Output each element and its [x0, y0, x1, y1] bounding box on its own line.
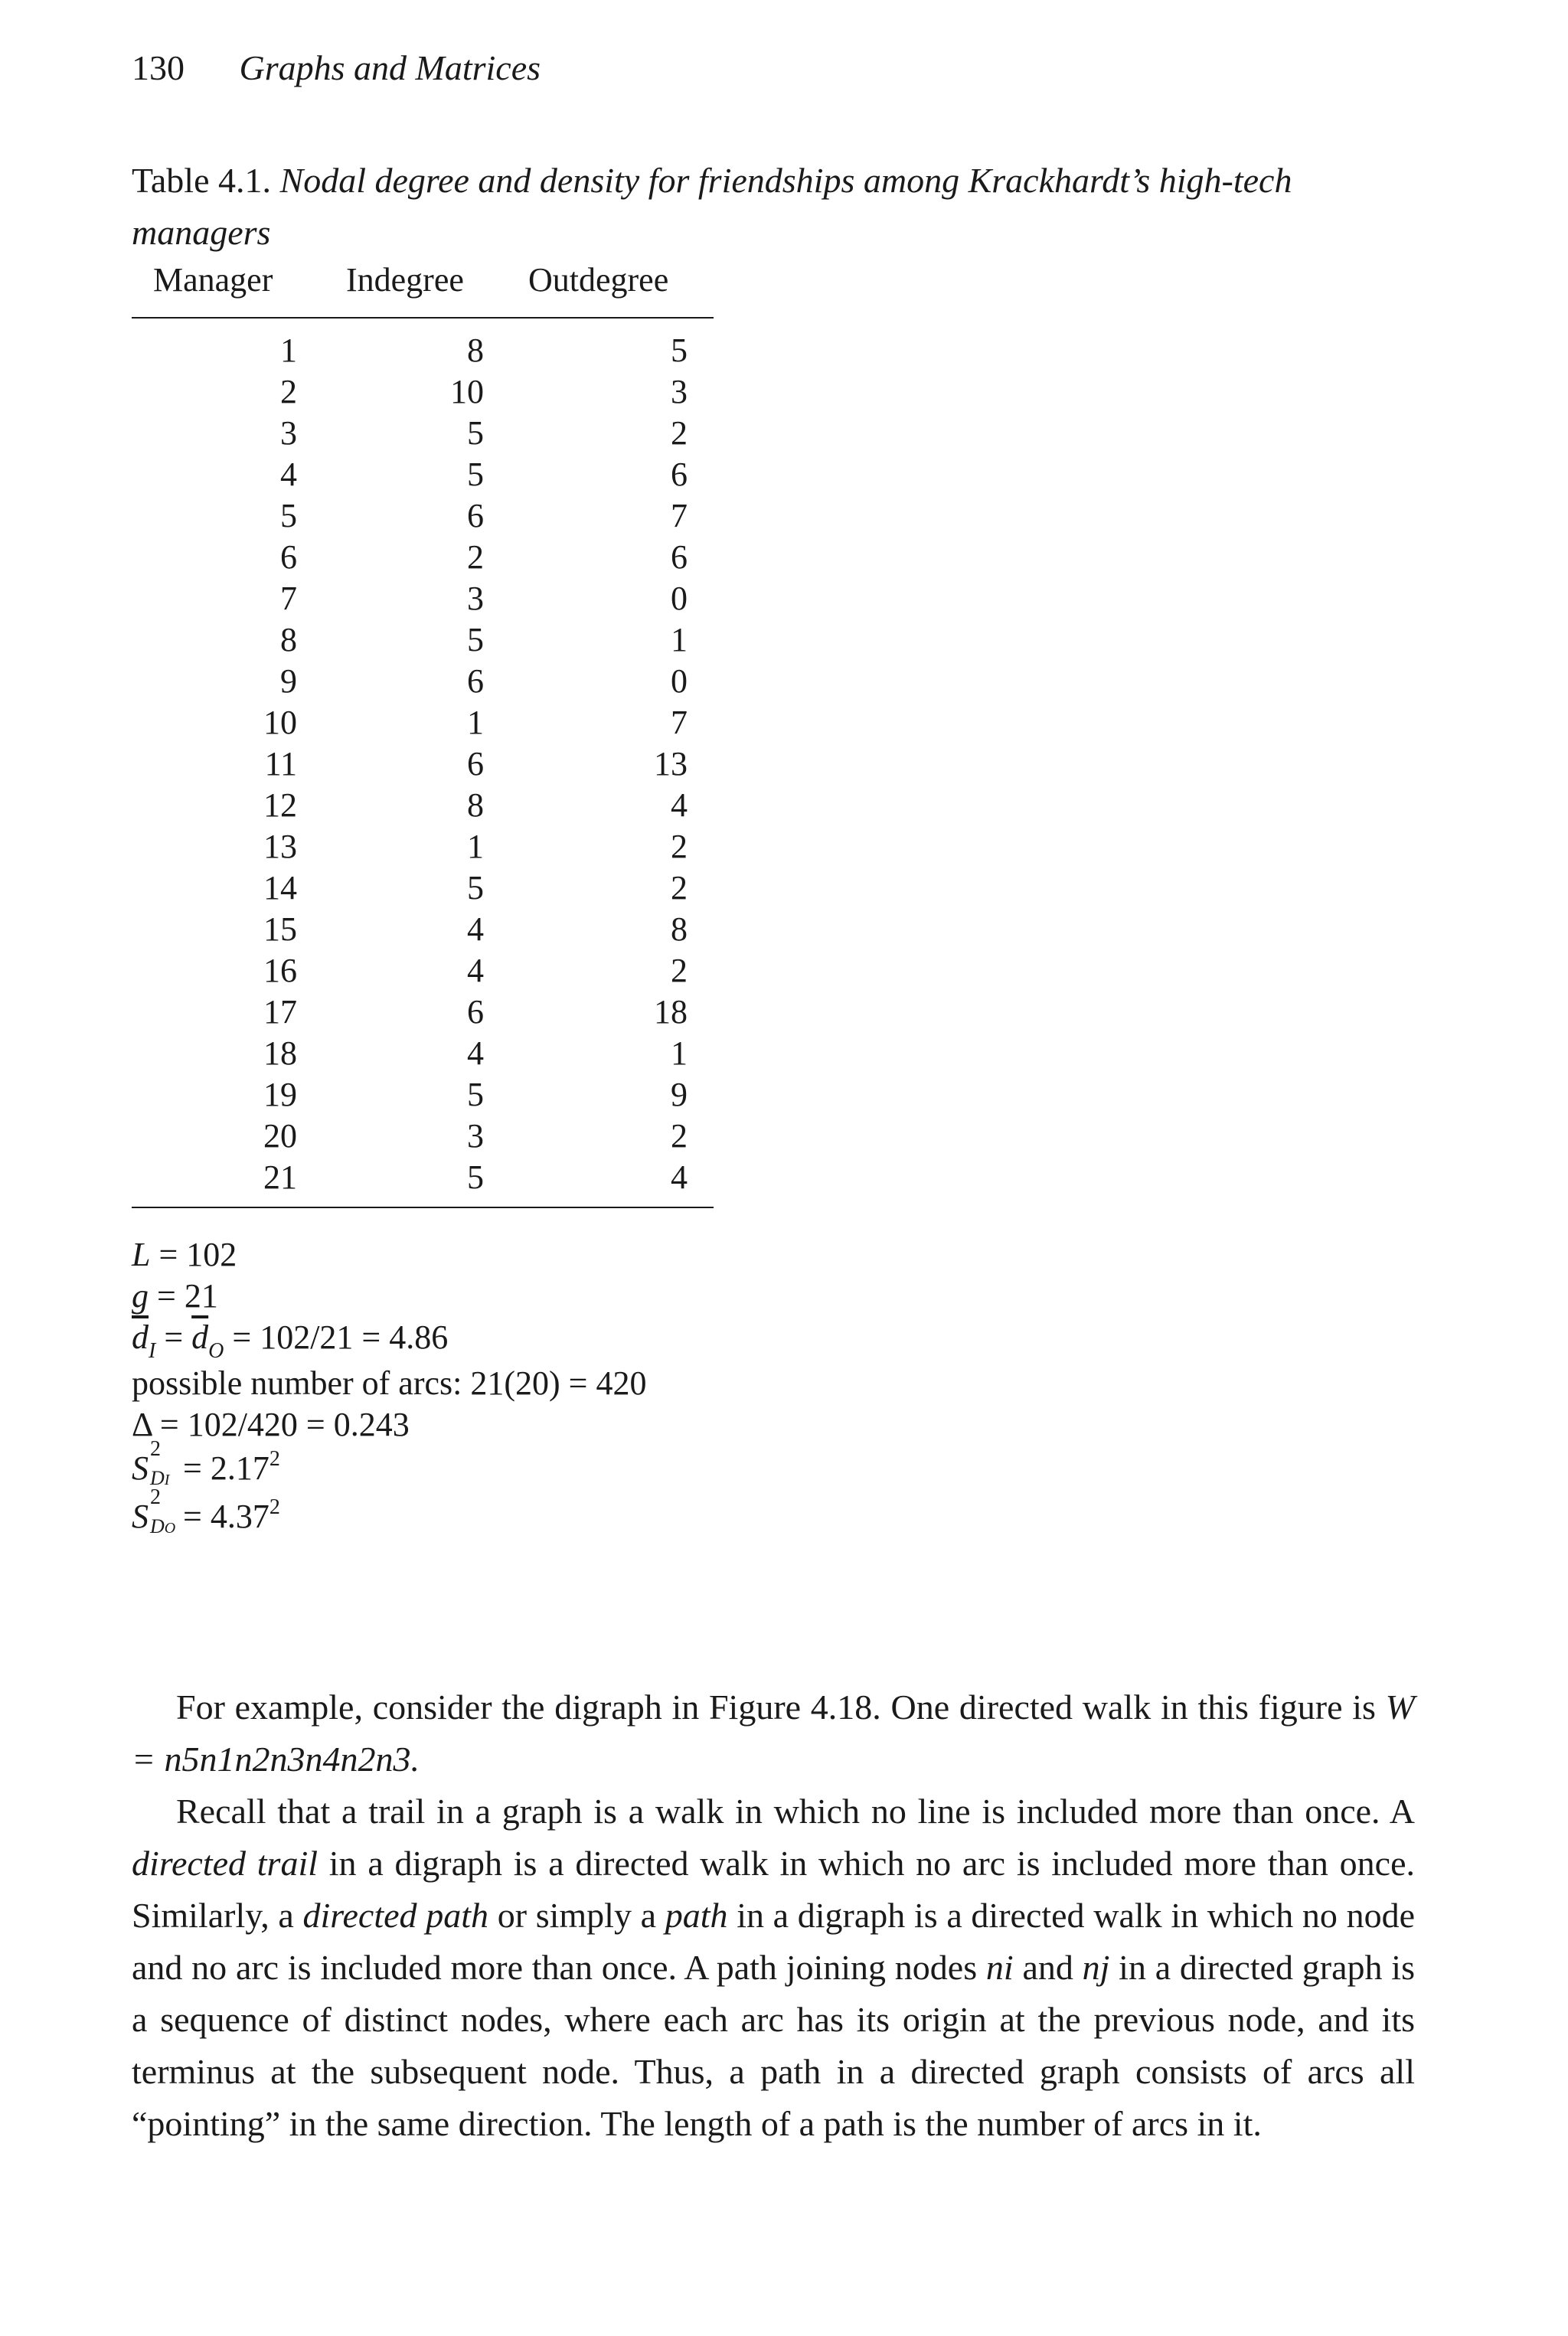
table-label: Table 4.1. [132, 161, 272, 200]
table-row [132, 1158, 714, 1199]
p2-text-a: Recall that a trail in a graph is a walk in which no line is included more than once. A [176, 1792, 1415, 1831]
term-directed-trail: directed trail [132, 1844, 318, 1883]
cell-manager: 21 [263, 1158, 297, 1196]
cell-manager: 1 [280, 332, 297, 369]
degree-table [132, 260, 714, 1196]
cell-manager: 15 [263, 910, 297, 948]
cell-outdegree: 5 [671, 332, 688, 369]
column-header-manager: Manager [153, 261, 273, 299]
p2-text-f: in a directed graph is a sequence of distinct nodes, where each arc has its origin at the previous node, and its terminus at the subsequent node. Thus, a path in a directed graph consists of arcs all “pointing” in the same direction. The length of a path is the number of arcs in it. [132, 1948, 1415, 2143]
table-row [132, 455, 714, 496]
table-row [132, 413, 714, 455]
running-header [132, 47, 541, 88]
table-row [132, 620, 714, 662]
stat-line-var-outdegree: S 2 DO = $4.37^2$ [132, 1485, 280, 1537]
table-row [132, 744, 714, 786]
cell-manager: 5 [280, 497, 297, 534]
cell-outdegree: 2 [671, 414, 688, 452]
cell-manager: 6 [280, 538, 297, 576]
cell-indegree: 6 [467, 497, 484, 534]
cell-outdegree: 9 [671, 1076, 688, 1113]
stat-line-possible-arcs: possible number of arcs: 21(20) = 420 [132, 1364, 647, 1402]
cell-manager: 20 [263, 1117, 297, 1155]
cell-indegree: 6 [467, 745, 484, 782]
cell-manager: 16 [263, 952, 297, 989]
node-ni: ni [985, 1948, 1014, 1987]
cell-indegree: 5 [467, 456, 484, 493]
cell-outdegree: 3 [671, 373, 688, 410]
cell-indegree: 2 [467, 538, 484, 576]
column-header-outdegree: Outdegree [528, 261, 669, 299]
cell-manager: 3 [280, 414, 297, 452]
table-body [132, 331, 714, 1199]
table-row [132, 496, 714, 537]
table-row [132, 827, 714, 868]
cell-manager: 9 [280, 662, 297, 700]
cell-manager: 12 [263, 786, 297, 824]
running-title: Graphs and Matrices [239, 48, 541, 87]
cell-outdegree: 2 [671, 869, 688, 907]
cell-outdegree: 4 [671, 1158, 688, 1196]
cell-outdegree: 7 [671, 704, 688, 741]
table-row [132, 992, 714, 1034]
column-header-indegree: Indegree [346, 261, 464, 299]
table-row [132, 786, 714, 827]
cell-indegree: 8 [467, 786, 484, 824]
cell-indegree: 8 [467, 332, 484, 369]
stat-var-outdegree-value: = 4.37 [183, 1498, 270, 1535]
cell-indegree: 5 [467, 1076, 484, 1113]
cell-outdegree: 2 [671, 828, 688, 865]
cell-outdegree: 8 [671, 910, 688, 948]
stat-arcs-value: = 102 [158, 1236, 237, 1273]
table-top-rule [132, 317, 714, 319]
cell-manager: 17 [263, 993, 297, 1031]
cell-indegree: 6 [467, 662, 484, 700]
cell-manager: 7 [280, 580, 297, 617]
stat-line-density: Δ = 102/420 = 0.243 [132, 1406, 410, 1443]
table-row [132, 1075, 714, 1116]
cell-manager: 14 [263, 869, 297, 907]
cell-indegree: 5 [467, 621, 484, 658]
cell-manager: 4 [280, 456, 297, 493]
cell-outdegree: 0 [671, 580, 688, 617]
stat-line-var-indegree: S 2 DI = $2.17^2$ [132, 1437, 280, 1489]
cell-manager: 13 [263, 828, 297, 865]
body-text [132, 1681, 1415, 2150]
walk-notation: W = n5n1n2n3n4n2n3. [132, 1687, 1415, 1779]
table-caption [132, 155, 1403, 259]
stat-mean-degree-value: = 102/21 = 4.86 [232, 1318, 449, 1356]
cell-indegree: 3 [467, 1117, 484, 1155]
summary-statistics [132, 1234, 646, 1542]
cell-outdegree: 7 [671, 497, 688, 534]
cell-outdegree: 1 [671, 621, 688, 658]
cell-outdegree: 2 [671, 1117, 688, 1155]
table-row [132, 910, 714, 951]
cell-indegree: 1 [467, 828, 484, 865]
table-bottom-rule [132, 1207, 714, 1208]
p2-text-d: in a digraph is a directed walk in which no node and no arc is included more than once. A path joining nodes [132, 1896, 1416, 1987]
cell-outdegree: 18 [654, 993, 688, 1031]
stat-nodes-value: = 21 [157, 1277, 218, 1315]
p2-text-c: or simply a [488, 1896, 665, 1935]
cell-indegree: 1 [467, 704, 484, 741]
paragraph-2 [132, 1785, 1415, 2150]
cell-outdegree: 4 [671, 786, 688, 824]
table-row [132, 703, 714, 744]
cell-outdegree: 6 [671, 538, 688, 576]
p2-text-e: and [1013, 1948, 1083, 1987]
table-header-row [132, 260, 714, 309]
table-row [132, 868, 714, 910]
table-row [132, 951, 714, 992]
table-row [132, 331, 714, 372]
cell-outdegree: 6 [671, 456, 688, 493]
table-row [132, 372, 714, 413]
stat-line-nodes: g = 21 [132, 1277, 218, 1315]
page-number: 130 [132, 48, 185, 87]
term-directed-path: directed path [302, 1896, 489, 1935]
table-row [132, 1034, 714, 1075]
cell-manager: 8 [280, 621, 297, 658]
cell-outdegree: 0 [671, 662, 688, 700]
cell-outdegree: 2 [671, 952, 688, 989]
cell-manager: 19 [263, 1076, 297, 1113]
table-row [132, 1116, 714, 1158]
cell-manager: 10 [263, 704, 297, 741]
table-row [132, 579, 714, 620]
table-title: Nodal degree and density for friendships among Krackhardt’s high-tech managers [132, 161, 1292, 252]
p1-text: For example, consider the digraph in Figure 4.18. One directed walk in this figure is [176, 1687, 1386, 1727]
table-row [132, 537, 714, 579]
cell-indegree: 4 [467, 952, 484, 989]
cell-manager: 2 [280, 373, 297, 410]
stat-line-mean-degree: $\overline{d}_I = \overline{d}_O = 102/21 = 4.86$ [132, 1318, 449, 1363]
node-nj: nj [1082, 1948, 1110, 1987]
stat-line-arcs: L = 102 [132, 1236, 237, 1273]
cell-manager: 18 [263, 1034, 297, 1072]
stat-density-value: = 102/420 = 0.243 [159, 1406, 410, 1443]
cell-indegree: 5 [467, 414, 484, 452]
p2-text-b: in a digraph is a directed walk in which no arc is included more than once. Similarly, a [132, 1844, 1415, 1935]
cell-manager: 11 [264, 745, 297, 782]
term-path: path [665, 1896, 728, 1935]
stat-var-indegree-value: = 2.17 [183, 1449, 270, 1487]
cell-indegree: 5 [467, 869, 484, 907]
cell-indegree: 4 [467, 910, 484, 948]
cell-indegree: 5 [467, 1158, 484, 1196]
cell-outdegree: 13 [654, 745, 688, 782]
cell-indegree: 10 [450, 373, 484, 410]
cell-indegree: 3 [467, 580, 484, 617]
table-row [132, 662, 714, 703]
cell-indegree: 6 [467, 993, 484, 1031]
cell-indegree: 4 [467, 1034, 484, 1072]
cell-outdegree: 1 [671, 1034, 688, 1072]
paragraph-1 [132, 1681, 1415, 1785]
